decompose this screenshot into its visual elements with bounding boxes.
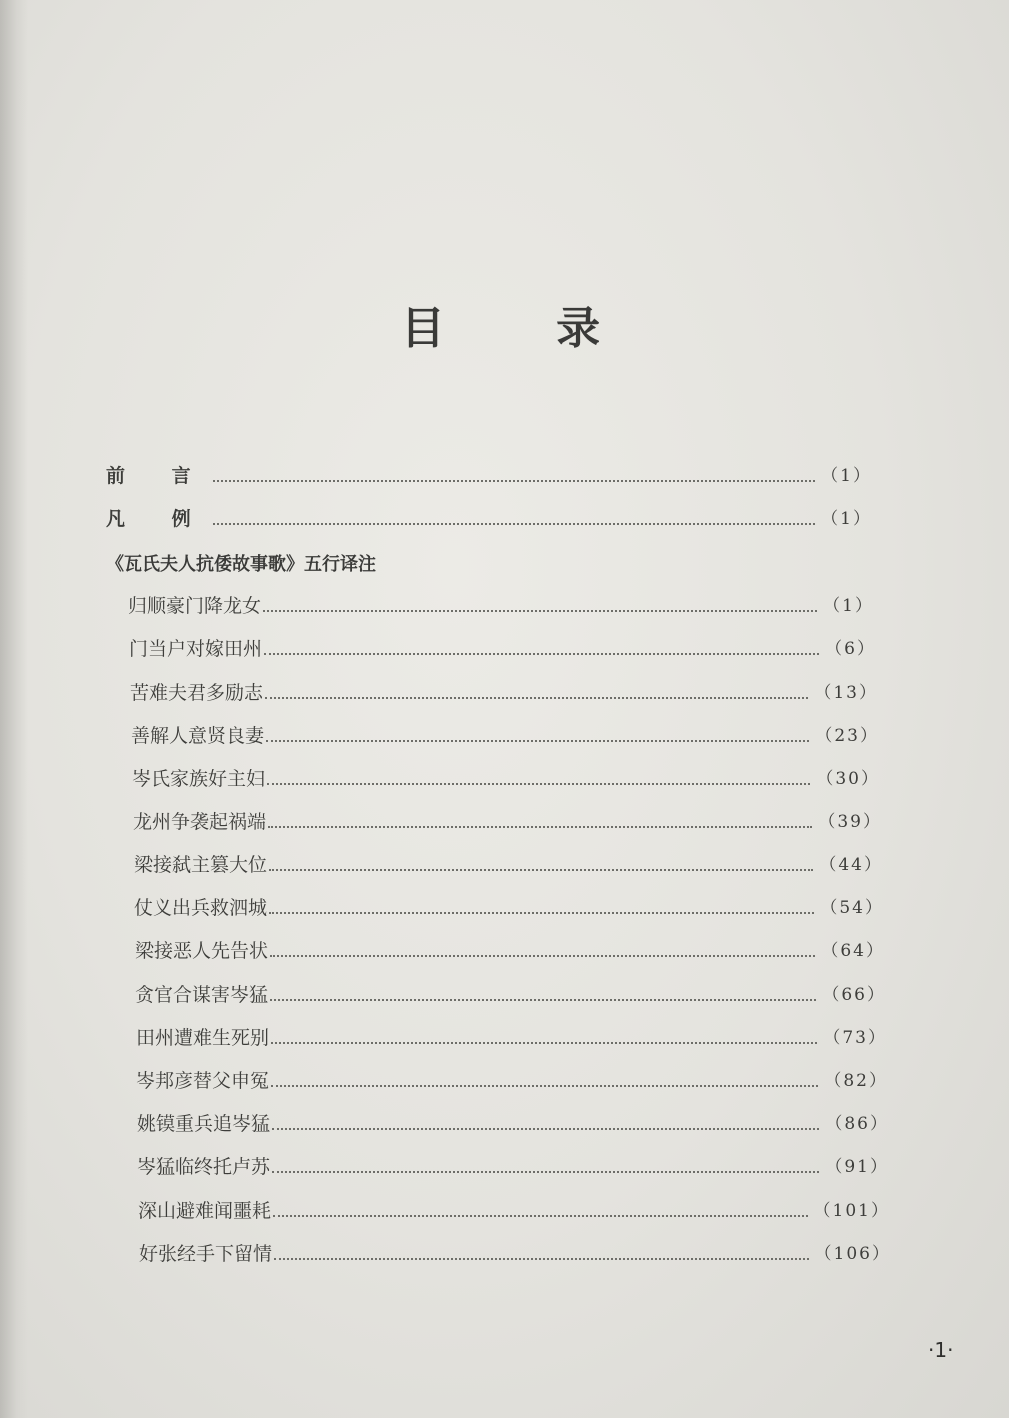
toc-entry-page: （13）	[814, 683, 878, 703]
dot-leader	[263, 610, 817, 612]
toc-entry-page: （30）	[816, 769, 880, 789]
toc-entry-page: （1）	[821, 466, 872, 486]
dot-leader	[213, 480, 816, 482]
toc-entry-label: 归顺豪门降龙女	[128, 595, 262, 617]
toc-entry-label: 岑氏家族好主妇	[132, 768, 266, 790]
toc-entry[interactable]	[136, 1022, 887, 1054]
dot-leader	[270, 955, 815, 957]
dot-leader	[273, 1215, 808, 1217]
toc-entry-page: （82）	[824, 1071, 888, 1091]
dot-leader	[271, 1042, 817, 1044]
toc-entry-label: 前 言	[106, 465, 211, 487]
section-heading: 《瓦氏夫人抗倭故事歌》五行译注	[106, 554, 376, 575]
toc-entry-preface[interactable]	[106, 460, 872, 492]
dot-leader	[213, 523, 816, 525]
toc-entry-page: （101）	[813, 1201, 890, 1221]
toc-entry[interactable]	[132, 763, 880, 795]
toc-entry-label: 苦难夫君多励志	[130, 682, 264, 704]
dot-leader	[267, 783, 810, 785]
dot-leader	[272, 1128, 819, 1130]
toc-entry-label: 贪官合谋害岑猛	[135, 984, 269, 1006]
toc-entry[interactable]	[138, 1195, 890, 1227]
dot-leader	[271, 1085, 818, 1087]
toc-entry-label: 凡 例	[106, 508, 211, 530]
toc-entry-label: 好张经手下留情	[139, 1243, 273, 1265]
toc-entry-label: 梁接弑主篡大位	[134, 854, 268, 876]
dot-leader	[266, 740, 809, 742]
toc-entry-page: （54）	[820, 898, 884, 918]
toc-entry[interactable]	[134, 849, 883, 881]
toc-entry-page: （106）	[814, 1244, 891, 1264]
toc-entry-label: 龙州争袭起祸端	[133, 811, 267, 833]
toc-entry[interactable]	[137, 1151, 889, 1183]
toc-entry-notes[interactable]	[106, 503, 872, 535]
toc-entry[interactable]	[137, 1108, 889, 1140]
toc-entry-label: 善解人意贤良妻	[131, 725, 265, 747]
toc-entry[interactable]	[129, 633, 876, 665]
toc-entry-page: （73）	[823, 1028, 887, 1048]
toc-entry[interactable]	[134, 892, 884, 924]
toc-entry-page: （91）	[825, 1157, 889, 1177]
dot-leader	[264, 653, 819, 655]
toc-entry-page: （39）	[818, 812, 882, 832]
toc-entry[interactable]	[135, 935, 885, 967]
toc-entry[interactable]	[135, 979, 886, 1011]
toc-entry-page: （1）	[823, 596, 874, 616]
toc-entry-label: 梁接恶人先告状	[135, 940, 269, 962]
toc-entry[interactable]	[133, 806, 882, 838]
toc-entry-page: （66）	[822, 985, 886, 1005]
toc-entry-label: 门当户对嫁田州	[129, 638, 263, 660]
toc-entry[interactable]	[128, 590, 874, 622]
toc-entry-label: 岑邦彦替父申冤	[136, 1070, 270, 1092]
dot-leader	[265, 697, 808, 699]
toc-entry-label: 岑猛临终托卢苏	[137, 1156, 271, 1178]
dot-leader	[272, 1171, 819, 1173]
dot-leader	[269, 912, 814, 914]
toc-entry[interactable]	[130, 677, 878, 709]
toc-entry[interactable]	[131, 720, 879, 752]
toc-entry-page: （23）	[815, 726, 879, 746]
toc-entry-page: （64）	[821, 941, 885, 961]
toc-entry-label: 姚镆重兵追岑猛	[137, 1113, 271, 1135]
dot-leader	[269, 869, 813, 871]
toc-entry-page: （44）	[819, 855, 883, 875]
toc-entry[interactable]	[136, 1065, 888, 1097]
dot-leader	[270, 999, 816, 1001]
toc-entry-page: （1）	[821, 509, 872, 529]
toc-entry[interactable]	[139, 1238, 891, 1270]
toc-entry-page: （86）	[825, 1114, 889, 1134]
toc-entry-page: （6）	[825, 639, 876, 659]
toc-entry-label: 深山避难闻噩耗	[138, 1200, 272, 1222]
dot-leader	[268, 826, 812, 828]
page-title: 目 录	[400, 303, 649, 354]
toc-entry-label: 仗义出兵救泗城	[134, 897, 268, 919]
page-number: ·1·	[928, 1338, 954, 1362]
dot-leader	[274, 1258, 809, 1260]
toc-entry-label: 田州遭难生死别	[136, 1027, 270, 1049]
